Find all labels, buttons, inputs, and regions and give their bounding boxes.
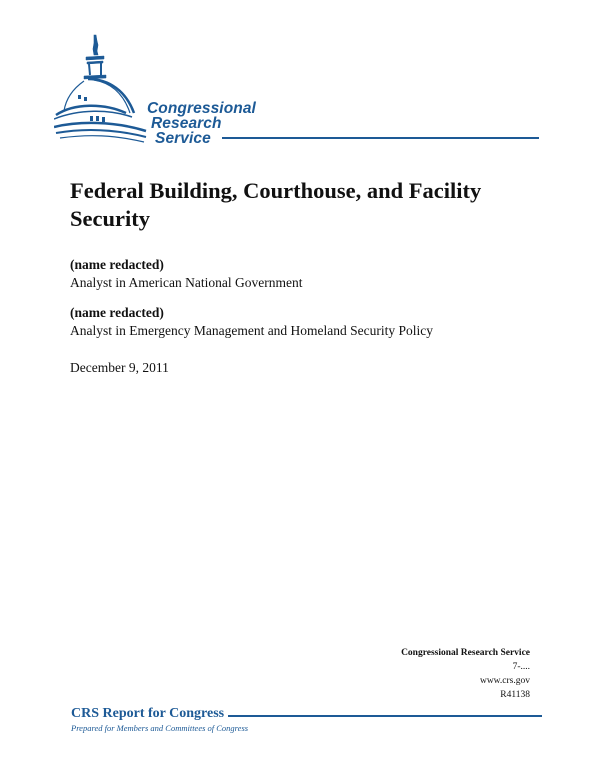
report-number: R41138: [500, 690, 530, 700]
publisher-website[interactable]: www.crs.gov: [479, 676, 530, 686]
report-date: December 9, 2011: [70, 360, 169, 375]
author-1-name: (name redacted): [70, 257, 164, 272]
logo-text-congressional: Congressional: [147, 100, 256, 117]
report-title: Federal Building, Courthouse, and Facility Security: [70, 178, 482, 231]
logo-text-service: Service: [155, 130, 211, 147]
footer-subtitle: Prepared for Members and Committees of Congress: [71, 723, 249, 733]
capitol-dome-icon: [54, 33, 154, 145]
logo-text-research: Research: [151, 115, 222, 132]
author-1-role: Analyst in American National Government: [70, 275, 303, 290]
footer-title: CRS Report for Congress: [71, 706, 225, 721]
footer-rule: [228, 715, 542, 717]
header-rule: [222, 137, 539, 139]
publisher-phone: 7-....: [512, 662, 530, 672]
publisher-org: Congressional Research Service: [401, 648, 530, 658]
author-2-role: Analyst in Emergency Management and Homeland Security Policy: [70, 323, 434, 338]
author-2-name: (name redacted): [70, 305, 164, 320]
publisher-info: [401, 646, 530, 702]
